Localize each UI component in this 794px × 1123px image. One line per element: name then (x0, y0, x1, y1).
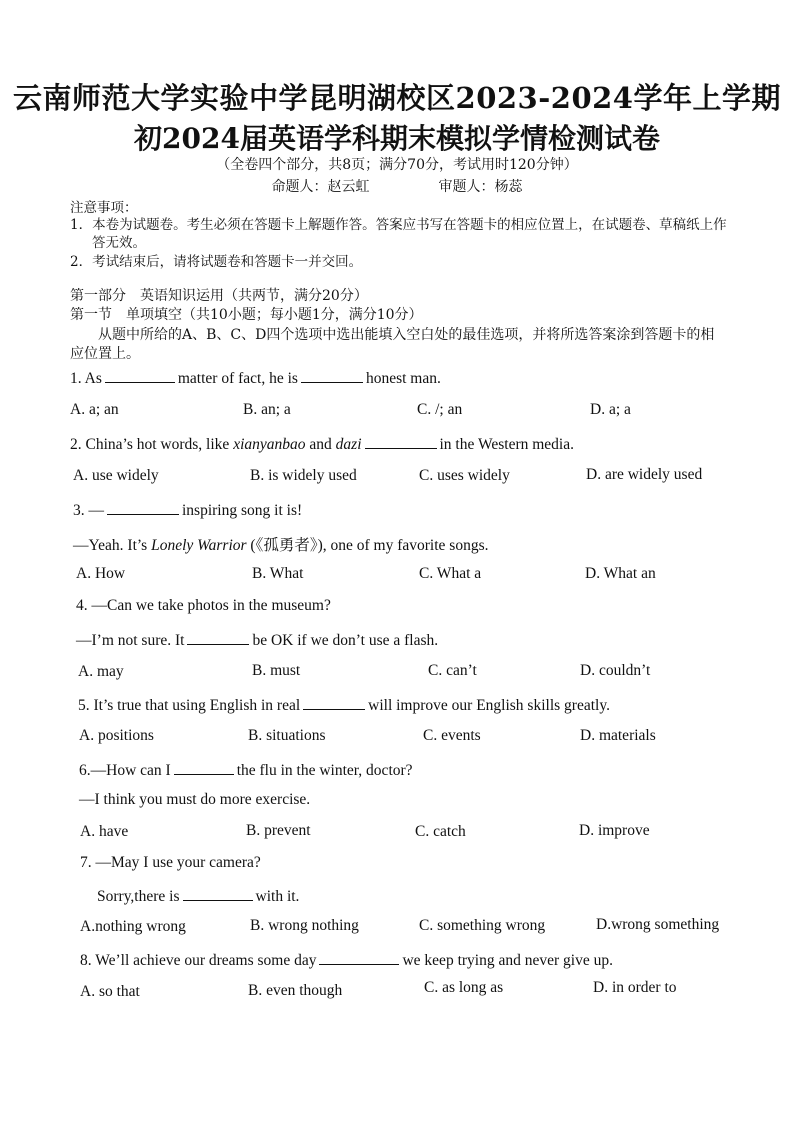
question-3-stem: 3. — inspiring song it is! (73, 502, 303, 519)
q8-option-c: C. as long as (424, 979, 504, 996)
question-2-stem: 2. China’s hot words, like xianyanbao and dazi in the Western media. (70, 436, 574, 453)
q4-option-b: B. must (252, 662, 301, 679)
q5-option-a: A. positions (79, 727, 154, 744)
q1-option-d: D. a; a (590, 401, 631, 418)
q6-option-d: D. improve (579, 822, 650, 839)
exam-subtitle: （全卷四个部分，共8页；满分70分，考试用时120分钟） (216, 157, 578, 173)
note-item-1: 1．本卷为试题卷。考生必须在答题卡上解题作答。答案应书写在答题卡的相应位置上，在试题卷、草稿纸上作 (70, 217, 727, 233)
q4-option-a: A. may (78, 663, 124, 680)
answer-blank (365, 434, 437, 449)
question-1-stem: 1. As matter of fact, he is honest man. (70, 370, 441, 387)
q6-option-c: C. catch (415, 823, 466, 840)
question-4-reply: —I’m not sure. It be OK if we don’t use a flash. (76, 632, 439, 649)
question-3-reply: —Yeah. It’s Lonely Warrior (《孤勇者》), one of my favorite songs. (73, 537, 489, 554)
question-7-stem: 7. —May I use your camera? (80, 854, 261, 871)
author-label: 命题人：赵云虹 (271, 179, 370, 195)
instructions-cont: 应位置上。 (70, 346, 140, 362)
q2-option-b: B. is widely used (250, 467, 357, 484)
q7-option-c: C. something wrong (419, 917, 546, 934)
q3-option-c: C. What a (419, 565, 482, 582)
q5-option-c: C. events (423, 727, 481, 744)
q7-option-b: B. wrong nothing (250, 917, 359, 934)
note-item-2: 2．考试结束后，请将试题卷和答题卡一并交回。 (70, 254, 363, 270)
q2-option-a: A. use widely (73, 467, 159, 484)
question-5-stem: 5. It’s true that using English in real will improve our English skills greatly. (78, 697, 610, 714)
subpart-heading: 第一节 单项填空（共10小题；每小题1分，满分10分） (70, 307, 423, 323)
answer-blank (105, 368, 175, 383)
q8-option-a: A. so that (80, 983, 140, 1000)
q6-option-a: A. have (80, 823, 129, 840)
q2-option-c: C. uses widely (419, 467, 510, 484)
q8-option-b: B. even though (248, 982, 343, 999)
answer-blank (183, 886, 253, 901)
question-8-stem: 8. We’ll achieve our dreams some day we keep trying and never give up. (80, 952, 613, 969)
q5-option-d: D. materials (580, 727, 656, 744)
notes-heading: 注意事项： (70, 200, 138, 216)
answer-blank (303, 695, 365, 710)
answer-blank (301, 368, 363, 383)
exam-authors (0, 176, 794, 196)
q3-option-a: A. How (76, 565, 126, 582)
q4-option-d: D. couldn’t (580, 662, 651, 679)
reviewer-label: 审题人：杨蕊 (438, 179, 523, 195)
question-7-reply: Sorry,there is with it. (97, 888, 300, 905)
q2-option-d: D. are widely used (586, 466, 703, 483)
q1-option-b: B. an; a (243, 401, 291, 418)
exam-title-line2: 初2024届英语学科期末模拟学情检测试卷 (134, 122, 660, 155)
q6-option-b: B. prevent (246, 822, 311, 839)
answer-blank (319, 950, 399, 965)
q3-option-b: B. What (252, 565, 304, 582)
part-heading: 第一部分 英语知识运用（共两节，满分20分） (70, 288, 368, 304)
q3-option-d: D. What an (585, 565, 656, 582)
q7-option-a: A.nothing wrong (80, 918, 186, 935)
question-4-stem: 4. —Can we take photos in the museum? (76, 597, 331, 614)
exam-title-line1: 云南师范大学实验中学昆明湖校区2023-2024学年上学期 (13, 81, 781, 115)
question-6-reply: —I think you must do more exercise. (79, 791, 311, 808)
q1-option-a: A. a; an (70, 401, 119, 418)
answer-blank (107, 500, 179, 515)
q4-option-c: C. can’t (428, 662, 477, 679)
answer-blank (174, 760, 234, 775)
q8-option-d: D. in order to (593, 979, 677, 996)
question-6-stem: 6.—How can I the flu in the winter, doctor? (79, 762, 413, 779)
q5-option-b: B. situations (248, 727, 326, 744)
instructions: 从题中所给的A、B、C、D四个选项中选出能填入空白处的最佳选项，并将所选答案涂到答题卡的相 (98, 327, 715, 343)
answer-blank (187, 630, 249, 645)
note-item-1-cont: 答无效。 (92, 235, 146, 251)
q7-option-d: D.wrong something (596, 916, 720, 933)
q1-option-c: C. /; an (417, 401, 463, 418)
